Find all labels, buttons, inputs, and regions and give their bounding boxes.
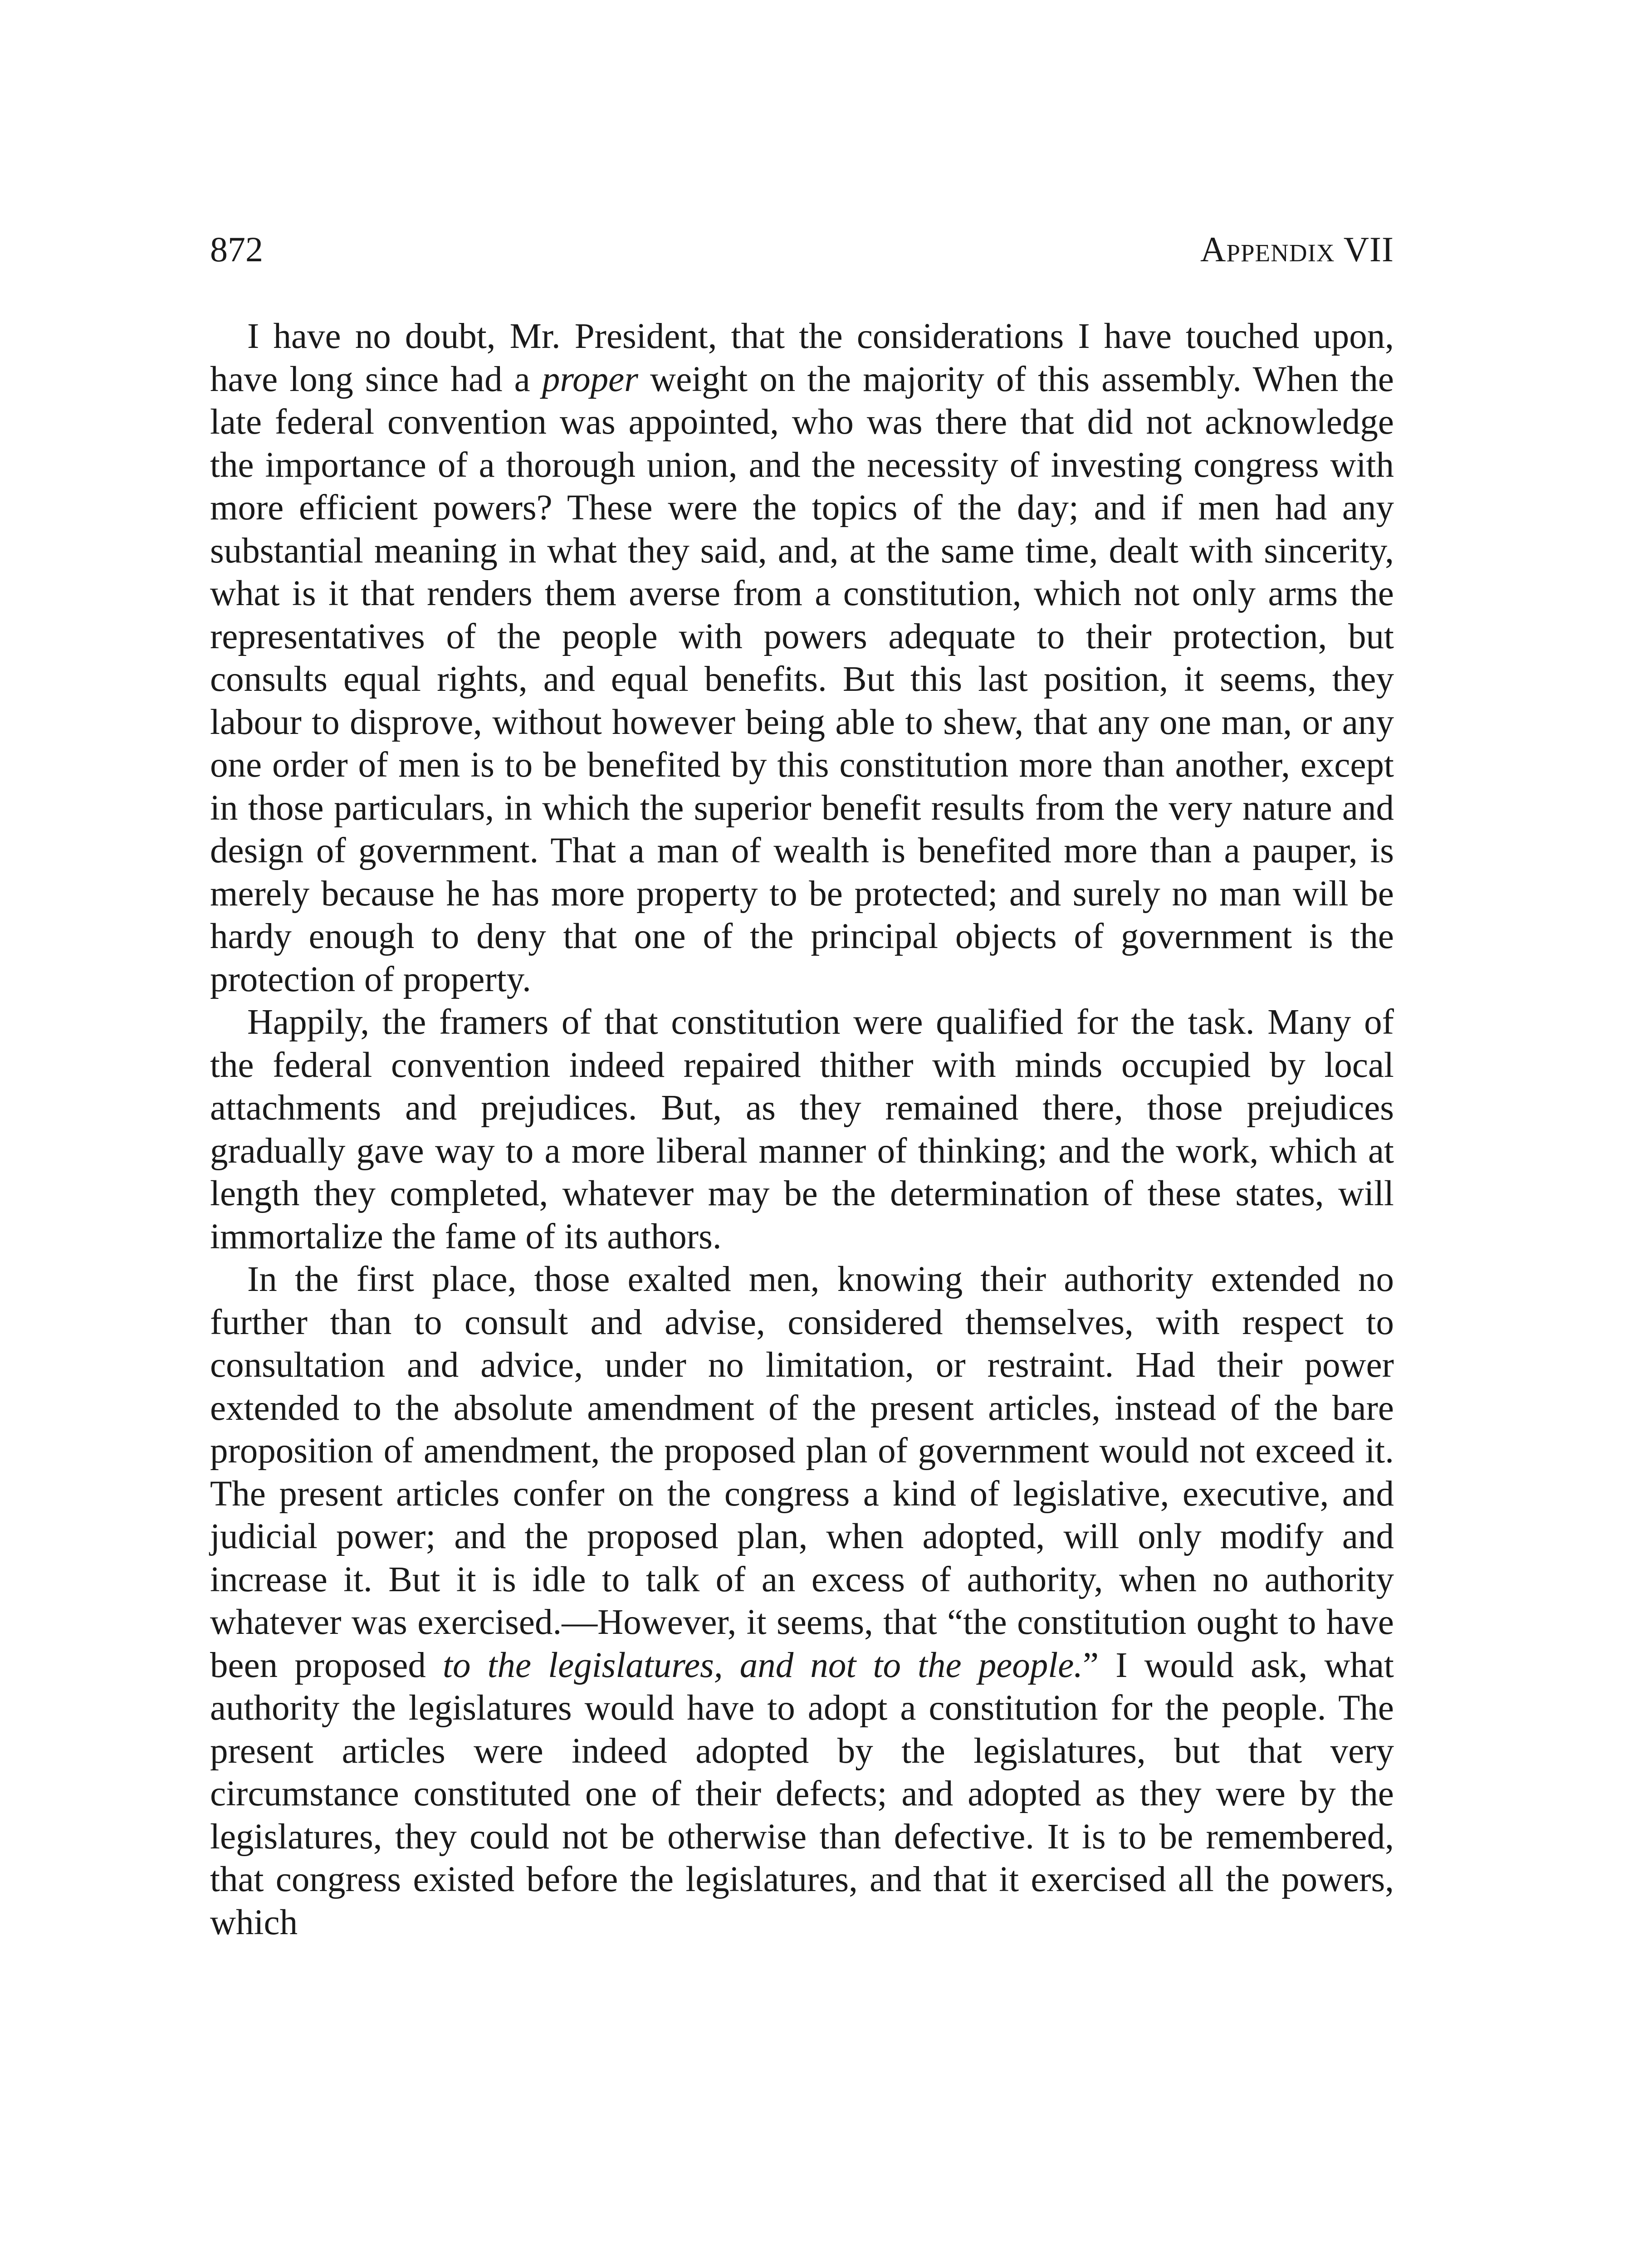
running-head: Appendix VII xyxy=(1200,230,1394,269)
paragraph-1-text-b: weight on the majority of this assembly. When the late federal convention was appointed, who was there that did not acknowledge the importance of a thorough union, and the necessity of investing congress with more efficient powers? These were the topics of the day; and if men had any substantial meaning in what they said, and, at the same time, dealt with sincerity, what is it that renders them averse from a constitution, which not only arms the representatives of the people with powers adequate to their protection, but consults equal rights, and equal benefits. But this last position, it seems, they labour to disprove, without however being able to shew, that any one man, or any one order of men is to be benefited by this constitution more than another, except in those particulars, in which the superior benefit results from the very nature and design of government. That a man of wealth is benefited more than a pauper, is merely because he has more property to be protected; and surely no man will be hardy enough to deny that one of the principal objects of government is the protection of property. xyxy=(210,359,1394,999)
body-text xyxy=(210,315,1394,1944)
page-header xyxy=(210,222,1394,277)
paragraph-3-text-b: ” I would ask, what authority the legislatures would have to adopt a constitution for the people. The present articles were indeed adopted by the legislatures, but that very circumstance constituted one of their defects; and adopted as they were by the legislatures, they could not be otherwise than defective. It is to be remembered, that congress existed before the legislatures, and that it exercised all the powers, which xyxy=(210,1645,1394,1942)
paragraph-1 xyxy=(210,315,1394,1001)
paragraph-1-text-a: I have no doubt, Mr. President, that the considerations I have touched upon, have long since had a xyxy=(210,317,1394,399)
paragraph-3-emphasis: to the legislatures, and not to the people. xyxy=(443,1645,1083,1685)
page-number: 872 xyxy=(210,230,263,269)
paragraph-3-text-a: In the first place, those exalted men, knowing their authority extended no further than to consult and advise, considered themselves, with respect to consultation and advice, under no limitation, or restraint. Had their power extended to the absolute amendment of the present articles, instead of the bare proposition of amendment, the proposed plan of government would not exceed it. The present articles confer on the congress a kind of legislative, executive, and judicial power; and the proposed plan, when adopted, will only modify and increase it. But it is idle to talk of an excess of authority, when no authority whatever was exercised.—However, it seems, that “the constitution ought to have been proposed xyxy=(210,1260,1394,1685)
paragraph-3 xyxy=(210,1258,1394,1944)
paragraph-1-emphasis: proper xyxy=(542,359,638,399)
paragraph-2: Happily, the framers of that constitution were qualified for the task. Many of the federal convention indeed repaired thither with minds occupied by local attachments and prejudices. But, as they remained there, those prejudices gradually gave way to a more liberal manner of thinking; and the work, which at length they completed, whatever may be the determination of these states, will immortalize the fame of its authors. xyxy=(210,1002,1394,1256)
